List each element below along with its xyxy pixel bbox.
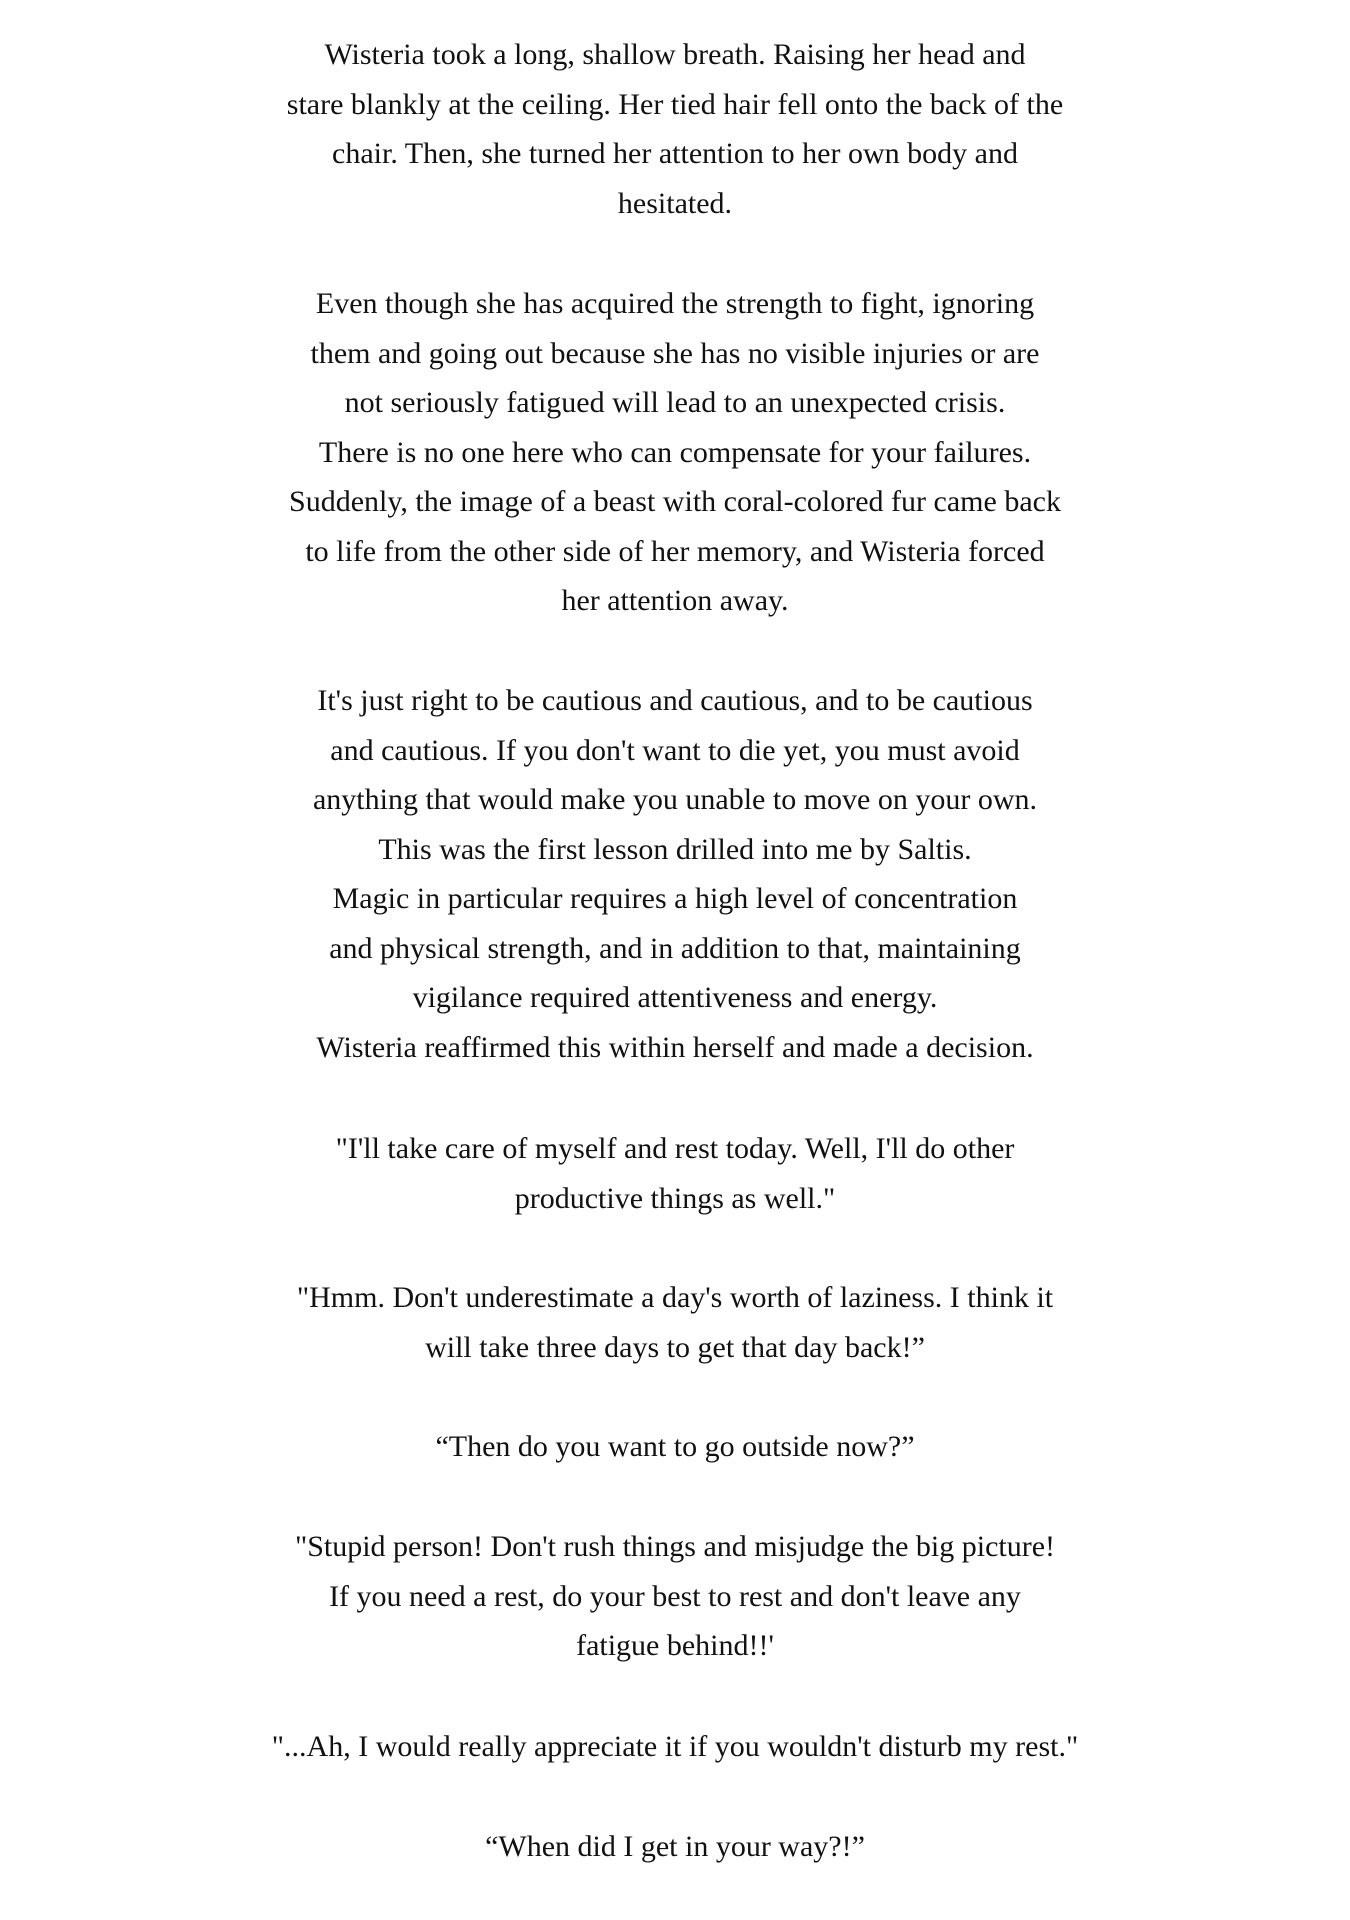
text-line: her attention away. bbox=[561, 584, 789, 617]
text-line: productive things as well." bbox=[514, 1181, 836, 1215]
text-line: chair. Then, she turned her attention to her own body and bbox=[332, 137, 1018, 170]
text-line: vigilance required attentiveness and energy. bbox=[412, 981, 938, 1014]
paragraph-9 bbox=[0, 1822, 1350, 1872]
text-line: There is no one here who can compensate for your failures. bbox=[318, 435, 1032, 469]
text-line: stare blankly at the ceiling. Her tied hair fell onto the back of the bbox=[286, 87, 1064, 121]
paragraph-7 bbox=[0, 1522, 1350, 1671]
text-line: It's just right to be cautious and cautious, and to be cautious bbox=[317, 684, 1033, 717]
text-line: "...Ah, I would really appreciate it if you wouldn't disturb my rest." bbox=[271, 1730, 1079, 1763]
text-line: and physical strength, and in addition to that, maintaining bbox=[329, 931, 1021, 965]
text-line: not seriously fatigued will lead to an unexpected crisis. bbox=[344, 386, 1006, 419]
paragraph-4 bbox=[0, 1124, 1350, 1223]
text-line: fatigue behind!!' bbox=[576, 1629, 774, 1662]
text-line: "Stupid person! Don't rush things and misjudge the big picture! bbox=[294, 1530, 1056, 1563]
text-line: "I'll take care of myself and rest today. Well, I'll do other bbox=[335, 1132, 1015, 1165]
text-line: Suddenly, the image of a beast with coral-colored fur came back bbox=[289, 485, 1061, 518]
text-line: If you need a rest, do your best to rest and don't leave any bbox=[329, 1579, 1021, 1613]
text-line: Magic in particular requires a high level of concentration bbox=[332, 882, 1018, 915]
text-line: hesitated. bbox=[617, 186, 733, 220]
paragraph-1 bbox=[0, 30, 1350, 228]
paragraph-3 bbox=[0, 676, 1350, 1072]
text-line: Even though she has acquired the strength to fight, ignoring bbox=[315, 287, 1035, 320]
text-line: to life from the other side of her memory, and Wisteria forced bbox=[305, 534, 1045, 568]
text-line: anything that would make you unable to move on your own. bbox=[312, 783, 1038, 816]
text-line: Wisteria reaffirmed this within herself and made a decision. bbox=[316, 1030, 1034, 1064]
text-line: This was the first lesson drilled into me by Saltis. bbox=[378, 832, 972, 866]
paragraph-8 bbox=[0, 1722, 1350, 1772]
paragraph-2 bbox=[0, 279, 1350, 626]
text-line: them and going out because she has no visible injuries or are bbox=[310, 336, 1040, 370]
text-line: “When did I get in your way?!” bbox=[485, 1830, 865, 1863]
text-line: will take three days to get that day back!” bbox=[425, 1330, 925, 1364]
paragraph-6 bbox=[0, 1422, 1350, 1472]
text-line: "Hmm. Don't underestimate a day's worth of laziness. I think it bbox=[296, 1281, 1054, 1314]
paragraph-5 bbox=[0, 1273, 1350, 1372]
text-line: and cautious. If you don't want to die yet, you must avoid bbox=[330, 733, 1020, 767]
text-line: Wisteria took a long, shallow breath. Raising her head and bbox=[324, 38, 1026, 71]
text-line: “Then do you want to go outside now?” bbox=[435, 1430, 915, 1463]
